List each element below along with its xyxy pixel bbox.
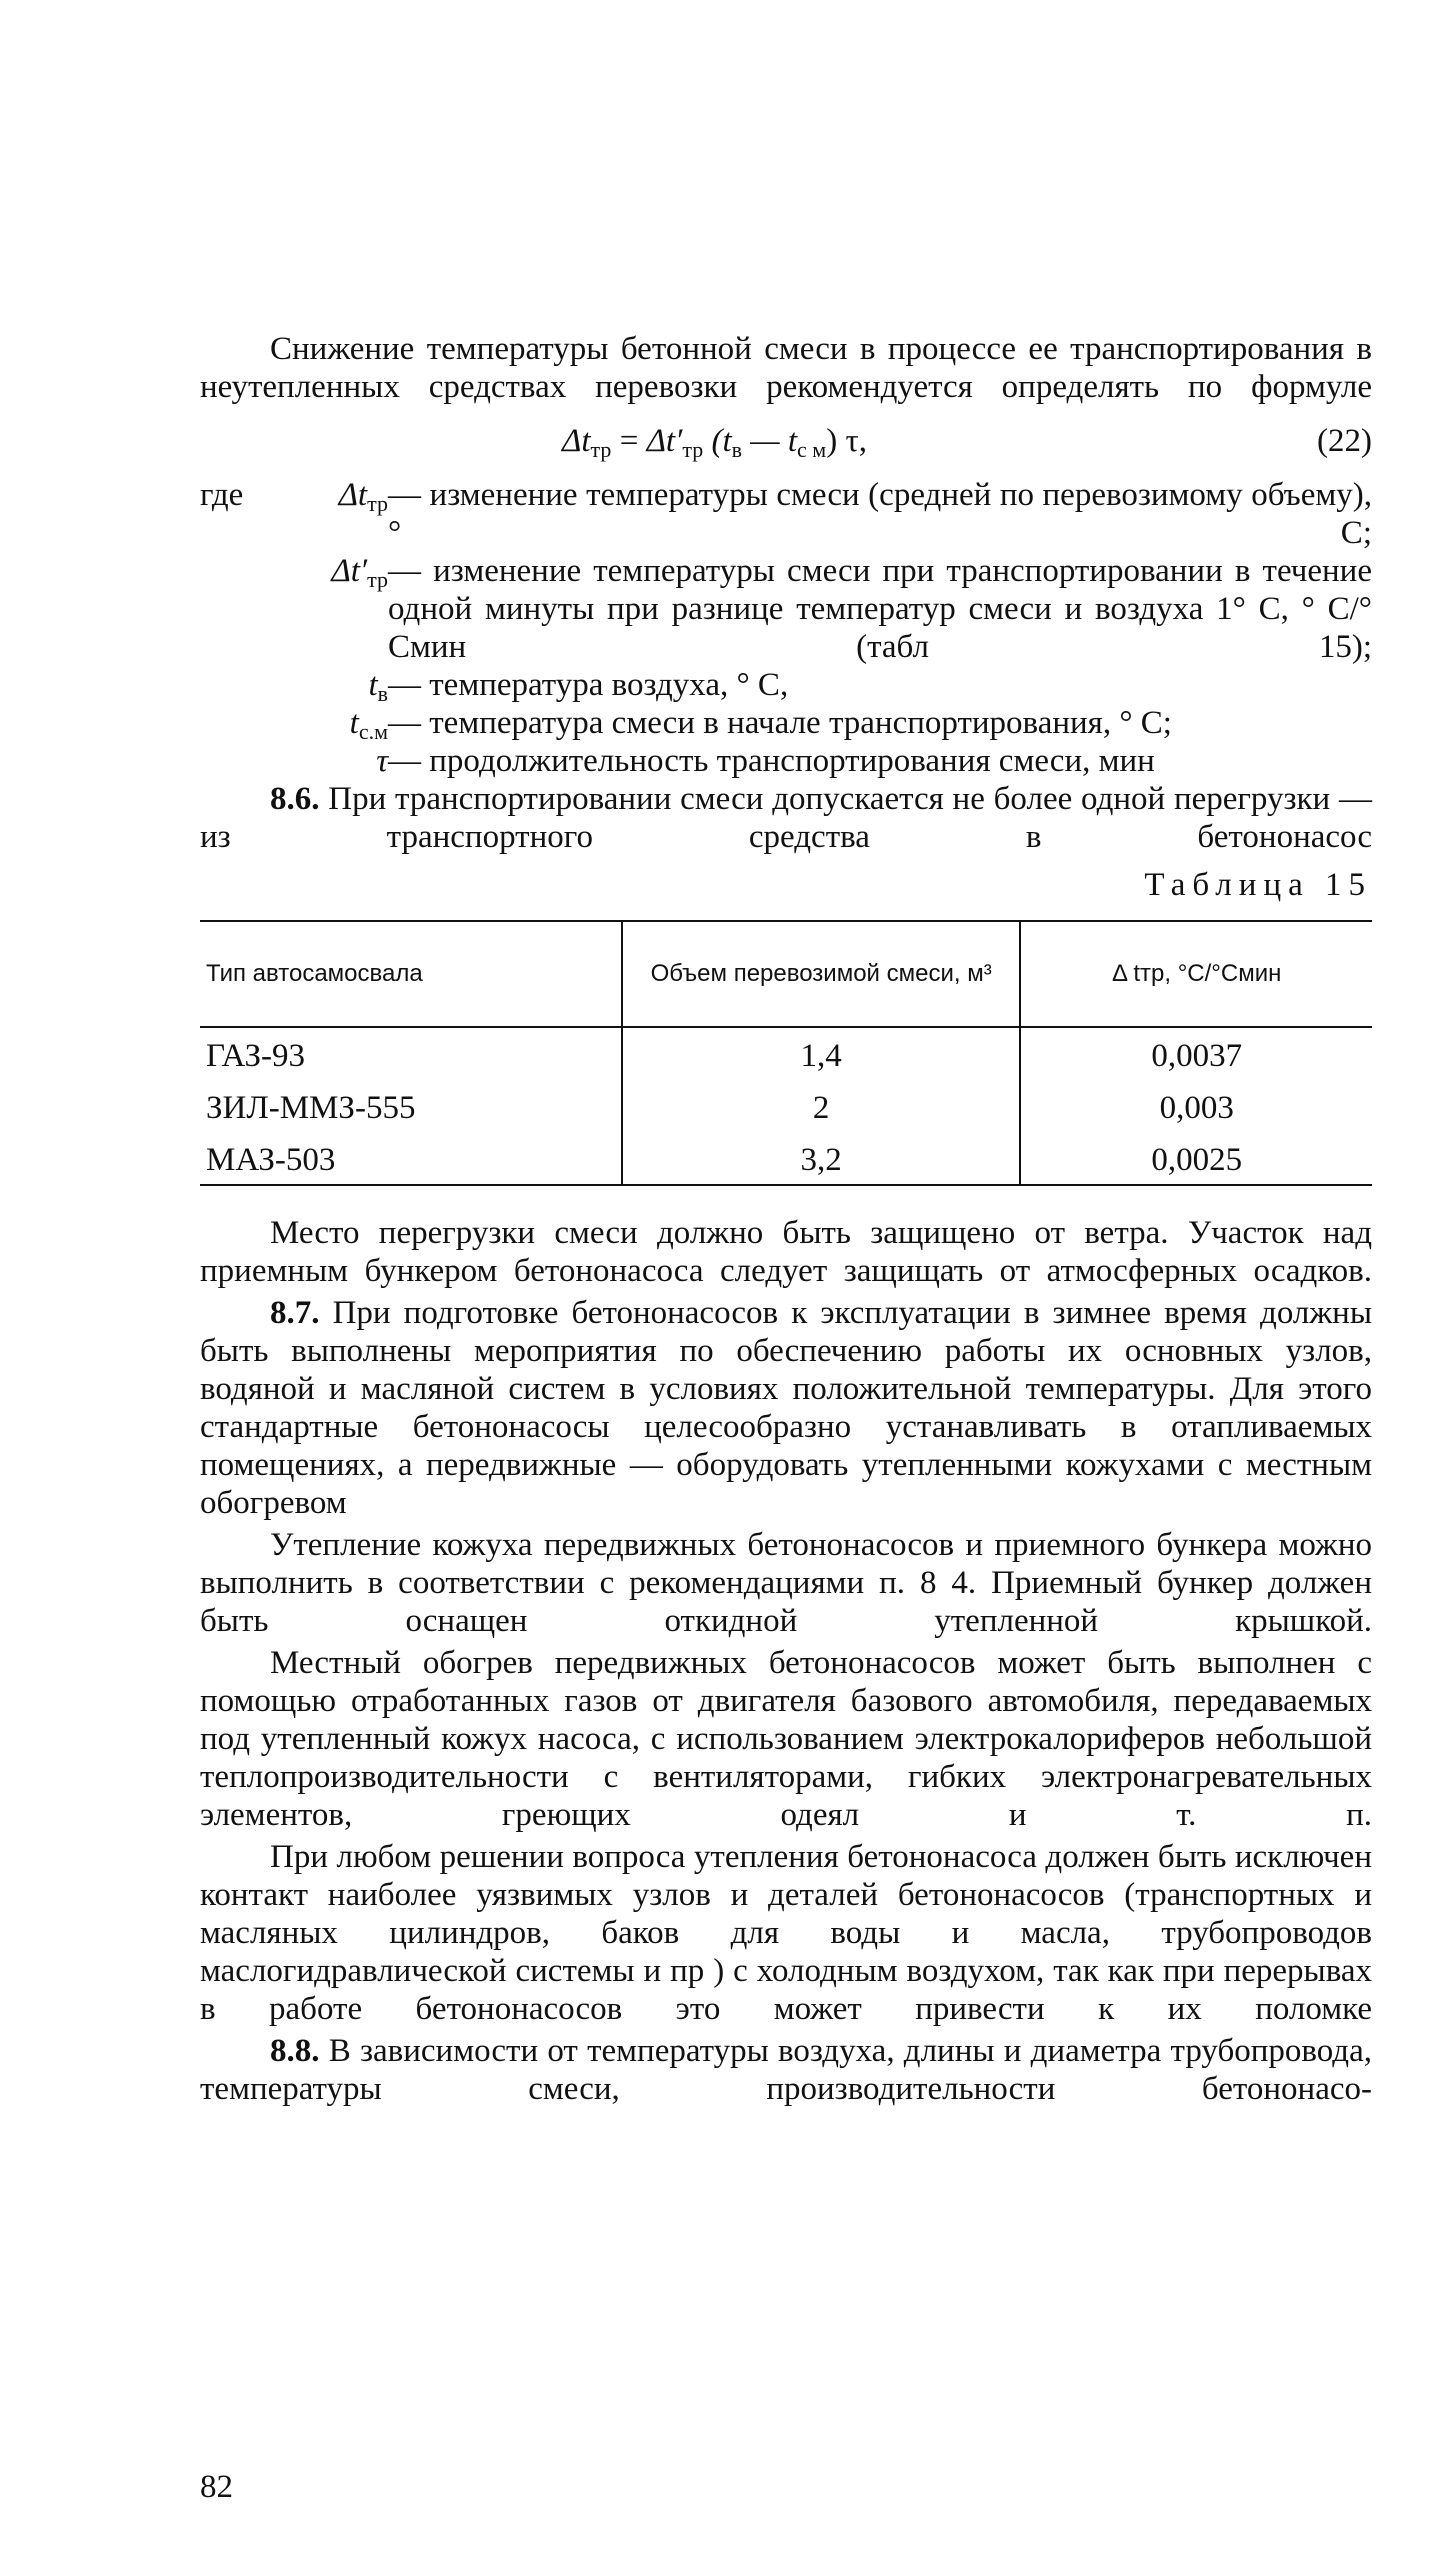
paragraph-8-7: 8.7. При подготовке бетононасосов к эксплуатации в зимнее время должны быть выполнены мероприятия по обеспечению работы их основных узлов, водяной и масляной систем в условиях положительной температуры. Для этого стандартные бетононасосы целесообразно устанавливать в отапливаемых помещениях, а передвижные — оборудовать утепленными кожухами с местным обогревом <box>200 1295 1372 1521</box>
cell-delta-t: 0,0025 <box>1020 1132 1372 1185</box>
cell-delta-t: 0,0037 <box>1020 1027 1372 1080</box>
table-row <box>200 1027 1372 1080</box>
cell-truck-type: ЗИЛ-ММЗ-555 <box>206 1090 416 1126</box>
formula-number: (22) <box>1317 423 1372 459</box>
table-15 <box>200 920 1372 1186</box>
paragraph-reload-place: Место перегрузки смеси должно быть защищено от ветра. Участок над приемным бункером бетононасоса следует защищать от атмосферных осадков. <box>200 1215 1372 1289</box>
table-caption: Таблица 15 <box>1144 867 1372 903</box>
definition-text: — изменение температуры смеси (средней по перевозимому объему), ° С; <box>388 477 1372 551</box>
paragraph-8-8: 8.8. В зависимости от температуры воздуха, длины и диаметра трубопровода, температуры смеси, производительности бетононасо- <box>200 2033 1372 2107</box>
cell-truck-type: МАЗ-503 <box>200 1132 622 1185</box>
cell-truck-type: ГАЗ-93 <box>206 1038 306 1074</box>
definition-t-air: $t_в$ — температура воздуха, ° С, <box>200 666 1372 704</box>
section-number: 8.7. <box>270 1295 320 1331</box>
intro-paragraph: Снижение температуры бетонной смеси в процессе ее транспортирования в неутепленных средствах перевозки рекомендуется определять по формуле <box>200 331 1372 405</box>
definition-t-mix: $t_{с.м}$ — температура смеси в начале транспортирования, ° С; <box>200 704 1372 742</box>
definition-text: — изменение температуры смеси при транспортировании в течение одной минуты при разнице температур смеси и воздуха 1° С, ° С/° Смин (табл 15); <box>388 553 1372 665</box>
table-row <box>200 1132 1372 1185</box>
section-number: 8.8. <box>270 2033 320 2069</box>
cell-volume: 3,2 <box>622 1132 1020 1185</box>
formula-22 <box>200 412 1372 470</box>
paragraph-insulation: Утепление кожуха передвижных бетононасосов и приемного бункера можно выполнить в соответствии с рекомендациями п. 8 4. Приемный бункер должен быть оснащен откидной утепленной крышкой. <box>200 1527 1372 1639</box>
paragraph-local-heating: Местный обогрев передвижных бетононасосов может быть выполнен с помощью отработанных газов от двигателя базового автомобиля, передаваемых под утепленный кожух насоса, с использованием электрокалориферов небольшой теплопроизводительности с вентиляторами, гибких электронагревательных элементов, греющих одеял и т. п. <box>200 1645 1372 1833</box>
formula-definitions <box>200 476 1372 780</box>
definition-text: — температура воздуха, ° С, <box>388 667 789 703</box>
definition-tau: τ — продолжительность транспортирования смеси, мин <box>200 742 1372 780</box>
cell-volume: 2 <box>622 1080 1020 1132</box>
header-truck-type: Тип автосамосвала <box>200 921 622 1027</box>
table-row <box>200 1080 1372 1132</box>
section-number: 8.6. <box>270 781 320 817</box>
page-body <box>200 330 1372 2108</box>
header-volume: Объем перевозимой смеси, м³ <box>622 921 1020 1027</box>
header-delta-t: Δ tтр, °С/°Смин <box>1020 921 1372 1027</box>
definition-text: — температура смеси в начале транспортирования, ° С; <box>388 705 1172 741</box>
where-word: где <box>200 477 244 513</box>
definition-delta-t-prime: $\Delta t'_{тр}$ — изменение температуры смеси при транспортировании в течение одной минуты при разнице температур смеси и воздуха 1° С, ° С/° Смин (табл 15); <box>331 553 1372 665</box>
paragraph-cold-contact: При любом решении вопроса утепления бетононасоса должен быть исключен контакт наиболее уязвимых узлов и деталей бетононасосов (транспортных и масляных цилиндров, баков для воды и масла, трубопроводов маслогидравлической системы и пр ) с холодным воздухом, так как при перерывах в работе бетононасосов это может привести к их поломке <box>200 1839 1372 2027</box>
cell-delta-t: 0,003 <box>1020 1080 1372 1132</box>
definition-delta-t: где $\Delta t_{тр}$ — изменение температуры смеси (средней по перевозимому объему), ° С; <box>200 477 1372 551</box>
page-number: 82 <box>200 2469 233 2505</box>
paragraph-8-6: 8.6. При транспортировании смеси допускается не более одной перегрузки — из транспортного средства в бетононасос <box>200 781 1372 855</box>
formula-expression: $\Delta t_{тр} = \Delta t'_{тр}$ ($t_в$ — $t_{с м}$) τ, <box>562 423 867 462</box>
definition-text: — продолжительность транспортирования смеси, мин <box>388 743 1155 779</box>
cell-volume: 1,4 <box>622 1027 1020 1080</box>
table-header-row <box>200 921 1372 1027</box>
